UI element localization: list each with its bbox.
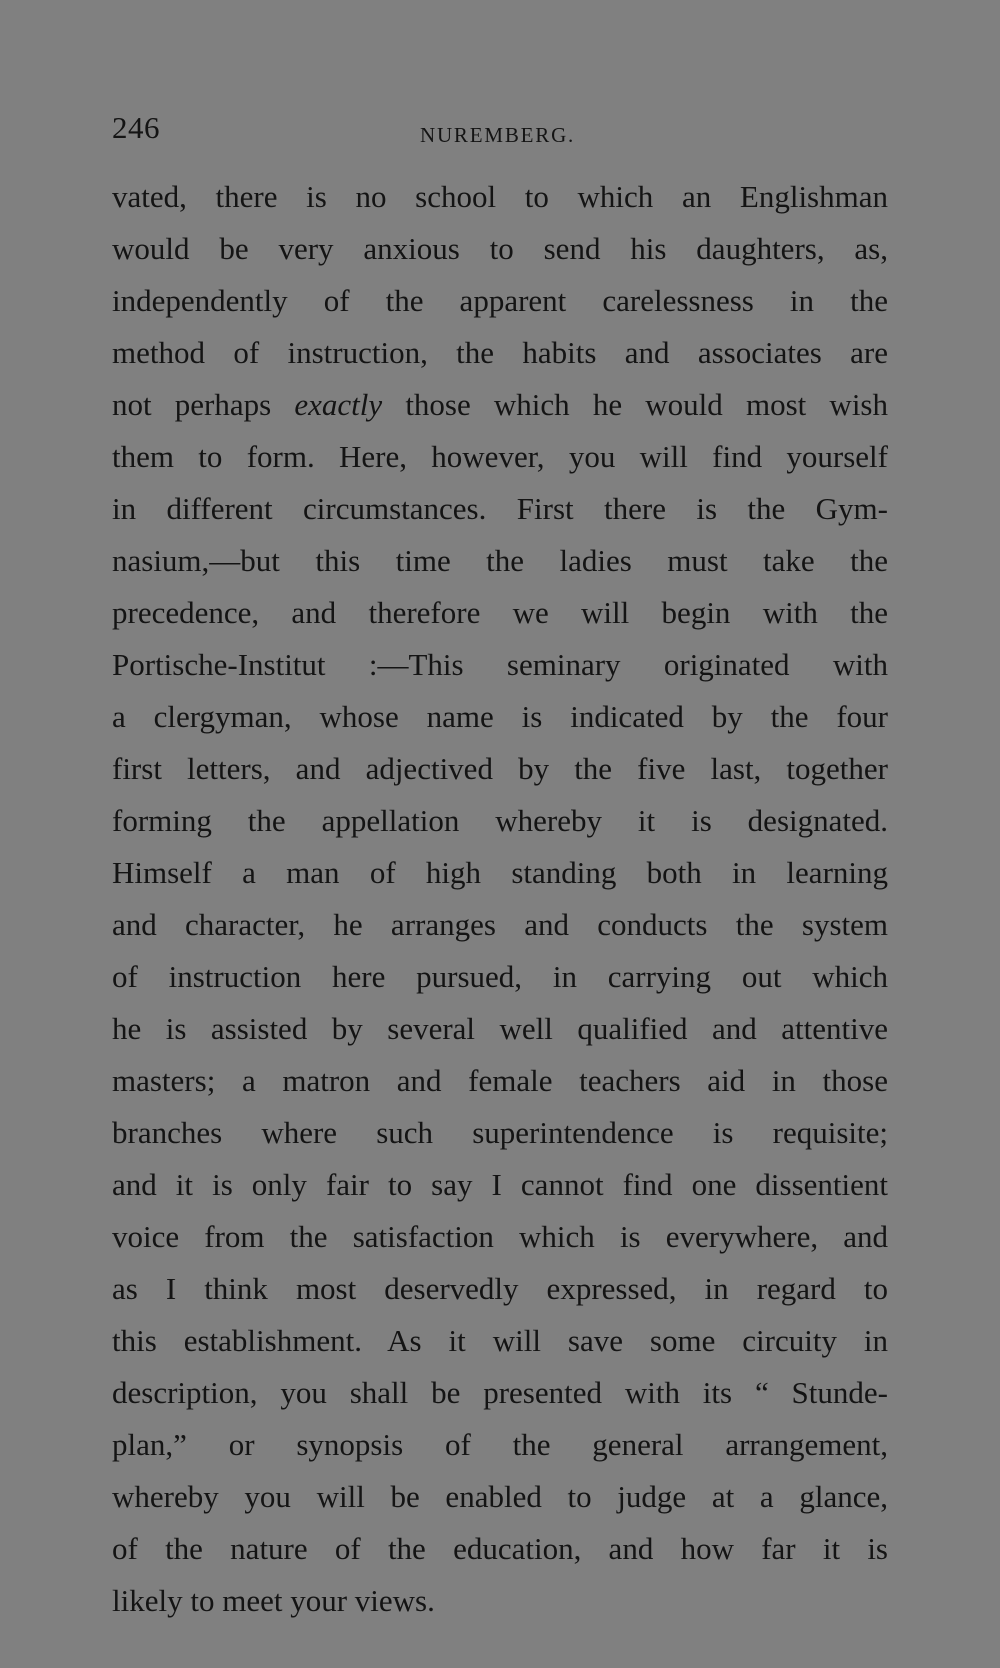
text-line: voice from the satisfaction which is everywhere, and bbox=[112, 1219, 888, 1254]
text-line: a clergyman, whose name is indicated by the four bbox=[112, 699, 888, 734]
text-line: this establishment. As it will save some circuity in bbox=[112, 1323, 888, 1358]
text-line: independently of the apparent carelessness in the bbox=[112, 283, 888, 318]
text-line: of the nature of the education, and how far it is bbox=[112, 1531, 888, 1566]
text-line: description, you shall be presented with its “ Stunde- bbox=[112, 1375, 888, 1410]
italic-word: exactly bbox=[294, 387, 383, 422]
text-segment: those which he would most wish bbox=[382, 387, 888, 422]
text-line: masters; a matron and female teachers aid in those bbox=[112, 1063, 888, 1098]
text-line: he is assisted by several well qualified and attentive bbox=[112, 1011, 888, 1046]
text-line: precedence, and therefore we will begin with the bbox=[112, 595, 888, 630]
text-line bbox=[112, 379, 888, 431]
text-line: Himself a man of high standing both in learning bbox=[112, 855, 888, 890]
page-number: 246 bbox=[112, 110, 160, 145]
text-line: and it is only fair to say I cannot find one dissentient bbox=[112, 1167, 888, 1202]
text-line: Portische-Institut :—This seminary originated with bbox=[112, 647, 888, 682]
text-line: would be very anxious to send his daughters, as, bbox=[112, 231, 888, 266]
running-title: NUREMBERG. bbox=[420, 123, 576, 147]
text-segment: not perhaps bbox=[112, 387, 295, 422]
text-line: of instruction here pursued, in carrying out which bbox=[112, 959, 888, 994]
text-line: them to form. Here, however, you will find yourself bbox=[112, 439, 888, 474]
text-line: forming the appellation whereby it is designated. bbox=[112, 803, 888, 838]
text-line: nasium,—but this time the ladies must take the bbox=[112, 543, 888, 578]
running-head bbox=[112, 110, 892, 150]
text-line: whereby you will be enabled to judge at a glance, bbox=[112, 1479, 888, 1514]
text-line: as I think most deservedly expressed, in regard to bbox=[112, 1271, 888, 1306]
body-text bbox=[112, 171, 888, 1627]
text-line: plan,” or synopsis of the general arrangement, bbox=[112, 1427, 888, 1462]
text-line: likely to meet your views. bbox=[112, 1583, 435, 1618]
text-line: and character, he arranges and conducts the system bbox=[112, 907, 888, 942]
text-line: method of instruction, the habits and associates are bbox=[112, 335, 888, 370]
text-line: first letters, and adjectived by the five last, together bbox=[112, 751, 888, 786]
text-line: branches where such superintendence is requisite; bbox=[112, 1115, 888, 1150]
text-line: in different circumstances. First there is the Gym- bbox=[112, 491, 888, 526]
text-line: vated, there is no school to which an Englishman bbox=[112, 179, 888, 214]
